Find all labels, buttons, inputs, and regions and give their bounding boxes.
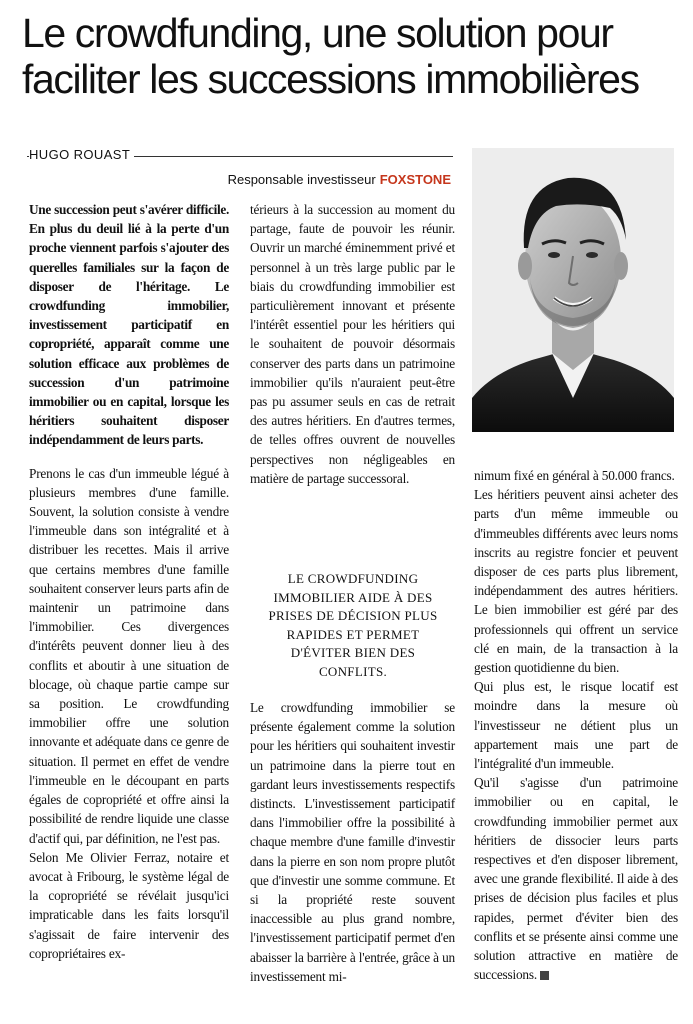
- author-name: HUGO ROUAST: [29, 147, 134, 163]
- lead-paragraph: Une succession peut s'avérer difficile. En plus du deuil lié à la perte d'un proche viennent parfois s'ajouter des querelles familiales sur la façon de disposer de l'héritage. Le crowdfunding immobilier, investissement participatif en copropriété, apparaît comme une solution efficace aux problèmes de succession d'un patrimoine immobilier ou en capital, lorsque les héritiers souhaitent disposer indépendamment de leurs parts.: [29, 202, 229, 448]
- author-role: [228, 172, 451, 188]
- body-paragraph: [474, 773, 678, 984]
- company-name: FOXSTONE: [379, 172, 451, 187]
- author-photo: [472, 148, 674, 432]
- paragraph-gap: [29, 450, 229, 464]
- pull-quote: LE CROWDFUNDING IMMOBILIER AIDE À DES PRISES DE DÉCISION PLUS RAPIDES ET PERMET D'ÉVITER BIEN DES CONFLITS.: [268, 571, 438, 679]
- body-paragraph: Les héritiers peuvent ainsi acheter des parts d'un même immeuble ou d'immeubles différents avec leurs noms inscrits au registre foncier et peuvent disposer de ces parts plus librement, indépendamment des autres héritiers. Le bien immobilier est géré par des professionnels qui offrent un service clé en main, de la transaction à la gestion quotidienne du bien.: [474, 487, 678, 676]
- column-1: [29, 200, 229, 963]
- end-mark-icon: [540, 971, 549, 980]
- body-paragraph: Qui plus est, le risque locatif est moindre dans la mesure où l'investisseur ne détient plus un appartement mais une part de l'intégralité d'un immeuble.: [474, 679, 678, 772]
- headline: Le crowdfunding, une solution pour faciliter les successions immobilières: [22, 10, 639, 102]
- column-3: [474, 466, 678, 984]
- column-2-bottom: [250, 698, 455, 986]
- body-paragraph: nimum fixé en général à 50.000 francs.: [474, 468, 675, 483]
- role-title: Responsable investisseur: [227, 172, 376, 187]
- closing-text: Qu'il s'agisse d'un patrimoine immobilier ou en capital, le crowdfunding immobilier permet aux héritiers de dissocier leurs parts respectives et d'en disposer librement, avec une grande flexibilité. Il aide à des prises de décision plus faciles et plus rapides, permet d'éviter bien des conflits et se présente ainsi comme une solution attractive en matière de successions.: [474, 775, 678, 983]
- author-portrait-icon: [472, 148, 674, 432]
- body-paragraph: térieurs à la succession au moment du partage, faute de pouvoir les réunir. Ouvrir un marché éminemment privé et personnel à un très large public par le biais du crowdfunding immobilier est particulièrement innovant et présente l'intérêt essentiel pour les héritiers qui le souhaitent de pouvoir désormais conserver des parts dans un patrimoine immobilier qu'ils n'auraient peut-être pas pu assumer seuls en cas de retrait des autres héritiers. En d'autres termes, de telles offres ouvrent de nouvelles perspectives non négligeables en matière de partage successoral.: [250, 202, 455, 486]
- body-paragraph: Selon Me Olivier Ferraz, notaire et avocat à Fribourg, le système légal de la copropriété se révélait jusqu'ici impraticable dans les faits lorsqu'il s'agissait de faire intervenir des copropriétaires ex-: [29, 849, 229, 961]
- column-2: [250, 200, 455, 488]
- body-paragraph: Prenons le cas d'un immeuble légué à plusieurs membres d'une famille. Souvent, la solution consiste à vendre l'immeuble dans son intégralité et à distribuer les recettes. Mais il arrive que certains membres d'une famille souhaitent conserver leurs parts afin de maintenir un patrimoine dans l'immobilier. Ces divergences d'intérêts peuvent donner lieu à des conflits et aboutir à une situation de blocage, où chaque partie campe sur sa position. Le crowdfunding immobilier offre une solution innovante et adéquate dans ce genre de situation. Il permet en effet de vendre l'immeuble en le découpant en parts égales de copropriété et offre ainsi la possibilité de rendre liquide une classe d'actif qui, par définition, ne l'est pas.: [29, 465, 229, 846]
- body-paragraph: Le crowdfunding immobilier se présente également comme la solution pour les héritiers qui souhaitent investir un patrimoine dans la pierre tout en gardant leurs investissements respectifs distincts. L'investissement participatif dans l'immobilier offre la possibilité à chaque membre d'une famille d'investir dans la pierre en son nom propre plutôt que d'investir une somme commune. Et si la propriété reste souvent inaccessible au plus grand nombre, l'investissement participatif permet d'en abaisser la barrière à l'entrée, grâce à un investissement mi-: [250, 700, 455, 984]
